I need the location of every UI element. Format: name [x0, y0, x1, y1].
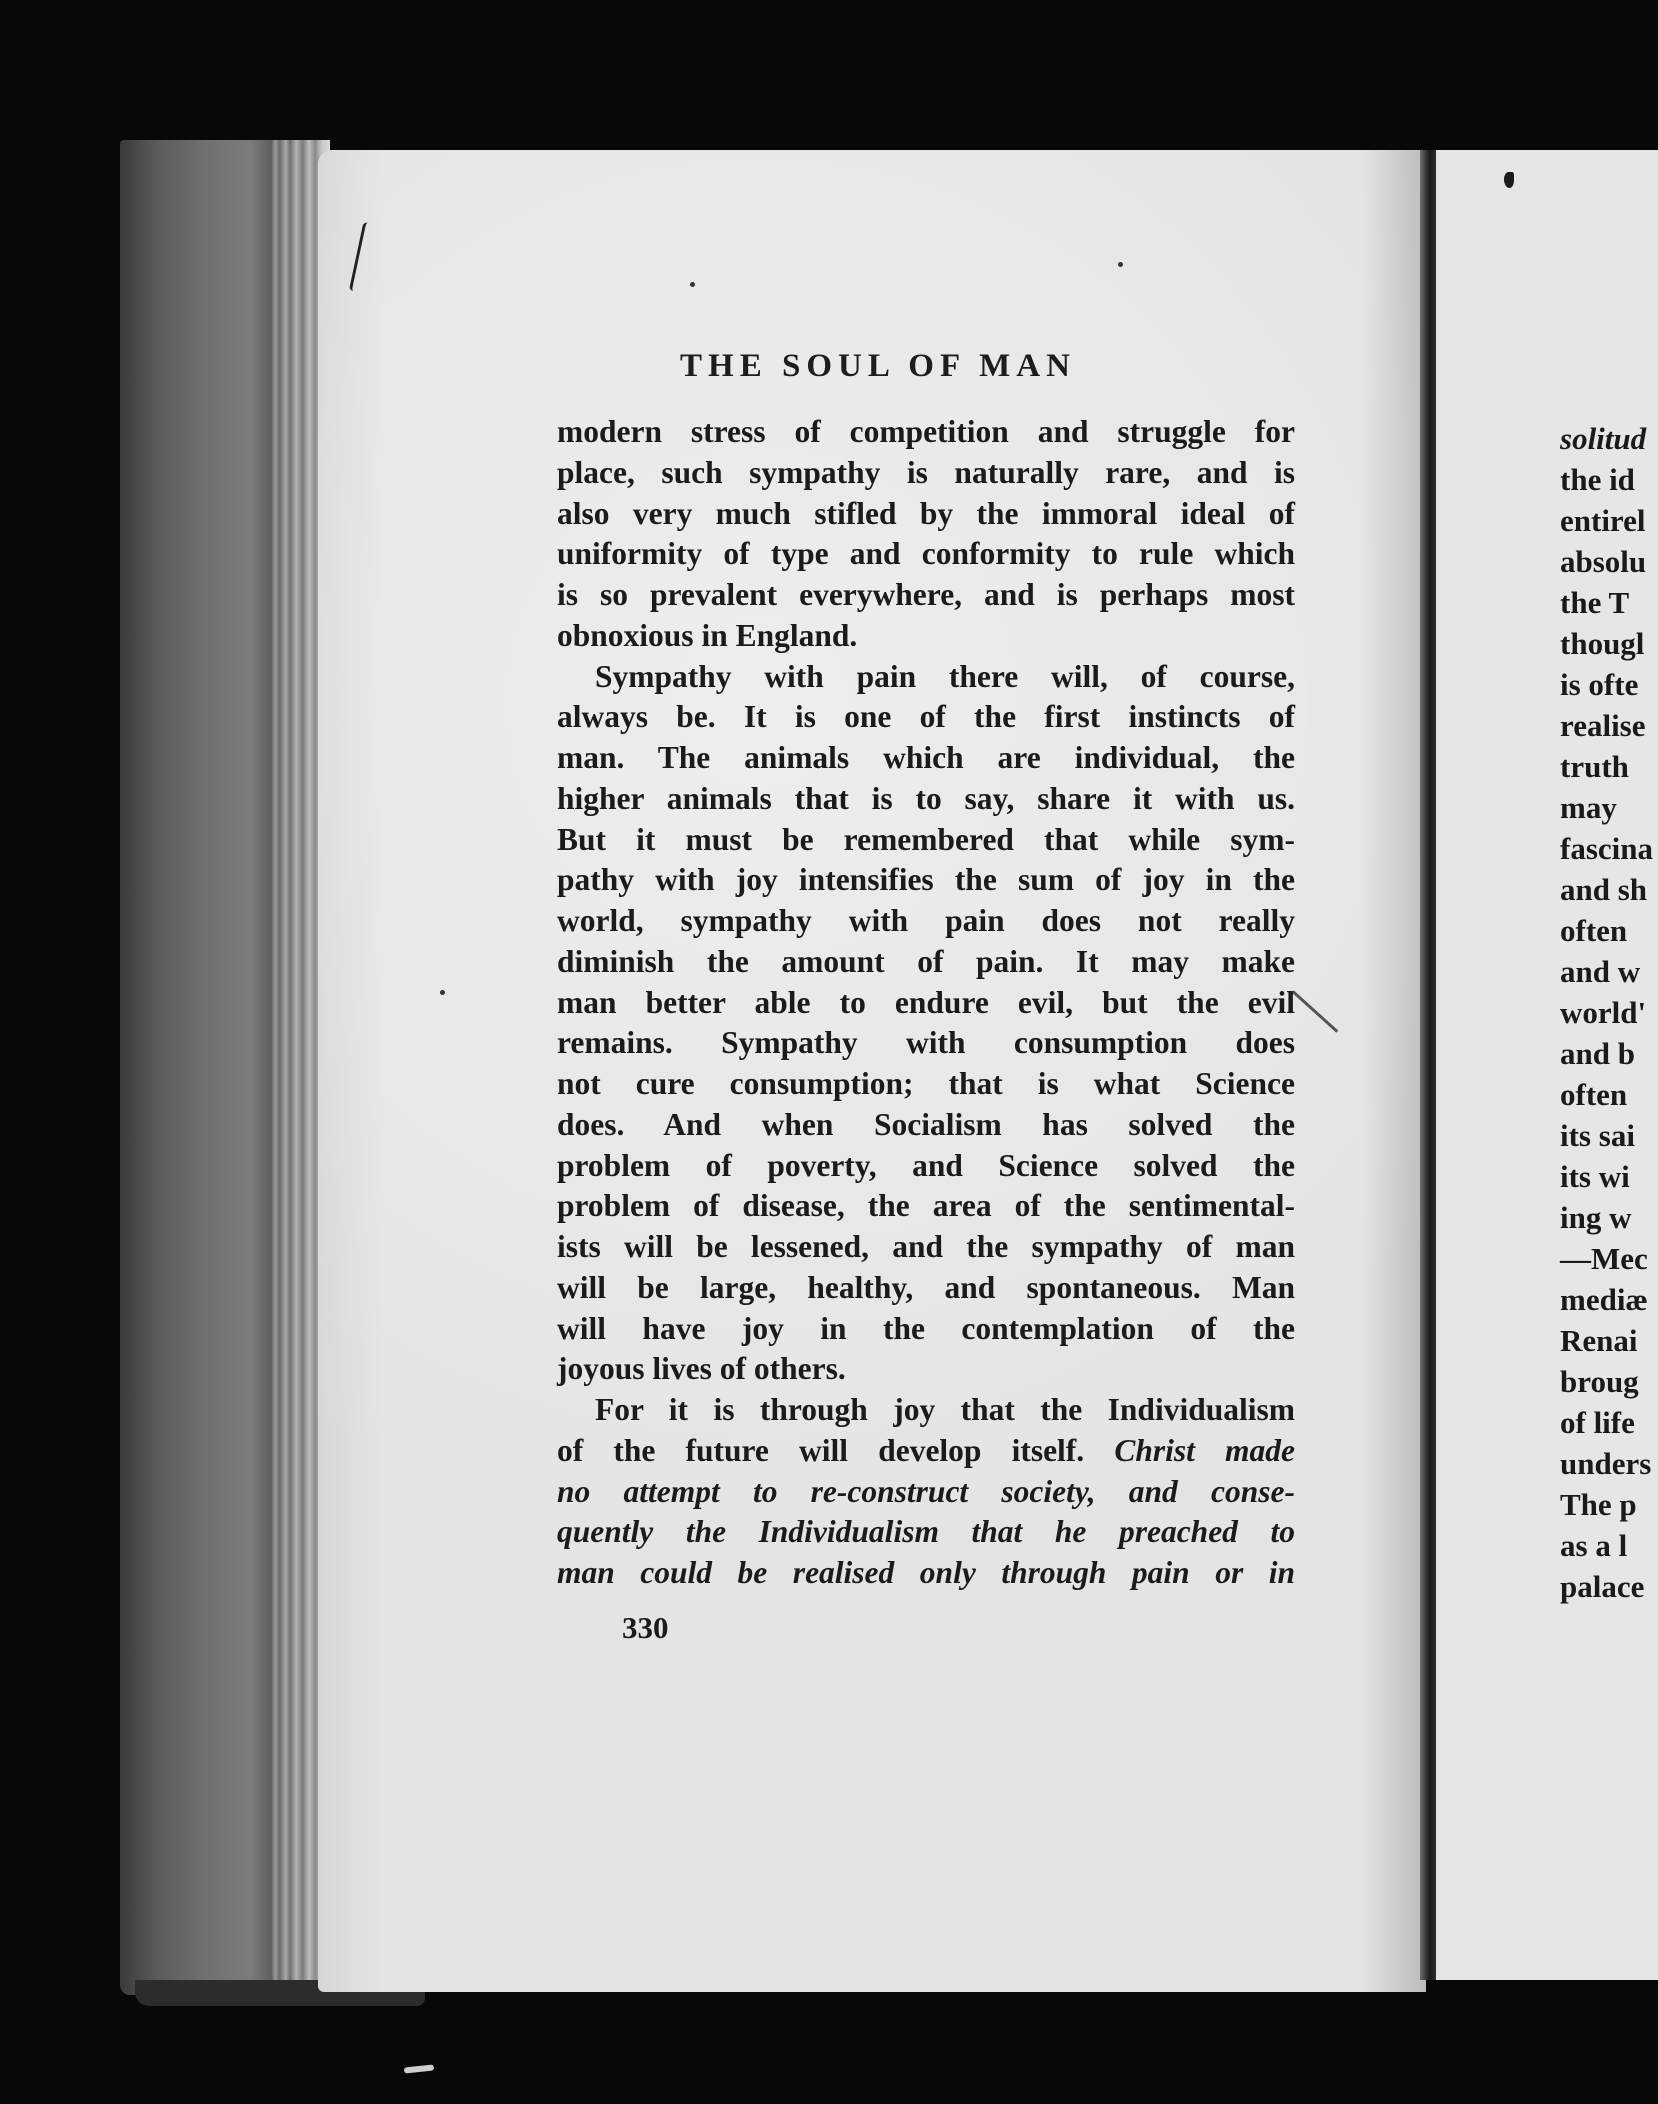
facing-line: world'	[1560, 995, 1647, 1030]
text-line: But it must be remembered that while sym-	[557, 821, 1295, 857]
ink-speck	[1504, 172, 1514, 188]
facing-line: its sai	[1560, 1118, 1635, 1153]
facing-line: absolu	[1560, 544, 1647, 579]
ink-speck	[440, 990, 445, 995]
text-line: also very much stifled by the immoral ideal of	[557, 495, 1295, 531]
facing-line: thougl	[1560, 626, 1645, 661]
text-line: quently the Individualism that he preached to	[557, 1514, 1295, 1550]
facing-line: The p	[1560, 1487, 1637, 1522]
facing-line: often	[1560, 913, 1628, 948]
facing-line: unders	[1560, 1446, 1652, 1481]
right-page-fragment	[1436, 150, 1658, 1980]
facing-line: realise	[1560, 708, 1646, 743]
text-line: remains. Sympathy with consumption does	[557, 1025, 1295, 1061]
facing-line: as a l	[1560, 1528, 1628, 1563]
page-body-text	[557, 412, 1295, 1594]
text-line: no attempt to re-construct society, and conse-	[557, 1473, 1295, 1509]
facing-line: is ofte	[1560, 667, 1639, 702]
text-line: problem of disease, the area of the sentimental-	[557, 1188, 1295, 1224]
text-line: will be large, healthy, and spontaneous. Man	[557, 1269, 1295, 1305]
facing-line: its wi	[1560, 1159, 1630, 1194]
text-line: always be. It is one of the first instincts of	[557, 699, 1295, 735]
page-number: 330	[622, 1610, 669, 1645]
text-line: obnoxious in England.	[557, 617, 858, 653]
facing-line: the T	[1560, 585, 1630, 620]
facing-line: and b	[1560, 1036, 1635, 1071]
text-line: man better able to endure evil, but the evil	[557, 984, 1295, 1020]
text-line: is so prevalent everywhere, and is perhaps most	[557, 577, 1295, 612]
text-line: will have joy in the contemplation of the	[557, 1310, 1295, 1346]
running-head: THE SOUL OF MAN	[680, 348, 1076, 384]
ink-speck	[690, 282, 695, 287]
page-stack-edge	[120, 140, 330, 1995]
text-line-roman: of the future will develop itself.	[557, 1432, 1085, 1468]
facing-line: the id	[1560, 462, 1635, 497]
text-line: For it is through joy that the Individualism	[595, 1392, 1295, 1427]
book-gutter	[1420, 150, 1436, 1980]
text-line: ists will be lessened, and the sympathy of man	[557, 1229, 1295, 1264]
text-line: modern stress of competition and struggle for	[557, 414, 1295, 449]
text-line-mixed	[557, 1431, 1295, 1472]
ink-speck	[1118, 262, 1123, 267]
facing-line: and w	[1560, 954, 1641, 989]
text-line: man could be realised only through pain or in	[557, 1555, 1295, 1590]
facing-line: palace	[1560, 1569, 1645, 1604]
text-line: man. The animals which are individual, the	[557, 740, 1295, 775]
text-line: pathy with joy intensifies the sum of joy in the	[557, 862, 1295, 898]
facing-line: ing w	[1560, 1200, 1632, 1235]
text-line: not cure consumption; that is what Science	[557, 1066, 1295, 1101]
facing-line: truth	[1560, 749, 1629, 784]
facing-line: of life	[1560, 1405, 1635, 1440]
text-line: joyous lives of others.	[557, 1351, 846, 1387]
facing-page-text	[1560, 418, 1653, 1607]
facing-line: fascina	[1560, 831, 1653, 866]
facing-line: and sh	[1560, 872, 1648, 907]
text-line: uniformity of type and conformity to rule which	[557, 536, 1295, 572]
facing-line: may	[1560, 790, 1617, 825]
text-line-italic: Christ made	[1114, 1432, 1295, 1468]
text-line: does. And when Socialism has solved the	[557, 1106, 1295, 1142]
facing-line: broug	[1560, 1364, 1639, 1399]
text-line: diminish the amount of pain. It may make	[557, 943, 1295, 979]
text-line: problem of poverty, and Science solved the	[557, 1147, 1295, 1183]
facing-line: —Mec	[1560, 1241, 1648, 1276]
text-line: higher animals that is to say, share it with us.	[557, 780, 1295, 816]
text-line: Sympathy with pain there will, of course,	[595, 658, 1295, 694]
facing-line: solitud	[1560, 421, 1647, 456]
facing-line: Renai	[1560, 1323, 1638, 1358]
edge-mark	[404, 2064, 434, 2073]
text-line: world, sympathy with pain does not really	[557, 903, 1295, 938]
facing-line: entirel	[1560, 503, 1646, 538]
facing-line: often	[1560, 1077, 1628, 1112]
facing-line: mediæ	[1560, 1282, 1648, 1317]
text-line: place, such sympathy is naturally rare, and is	[557, 454, 1295, 490]
